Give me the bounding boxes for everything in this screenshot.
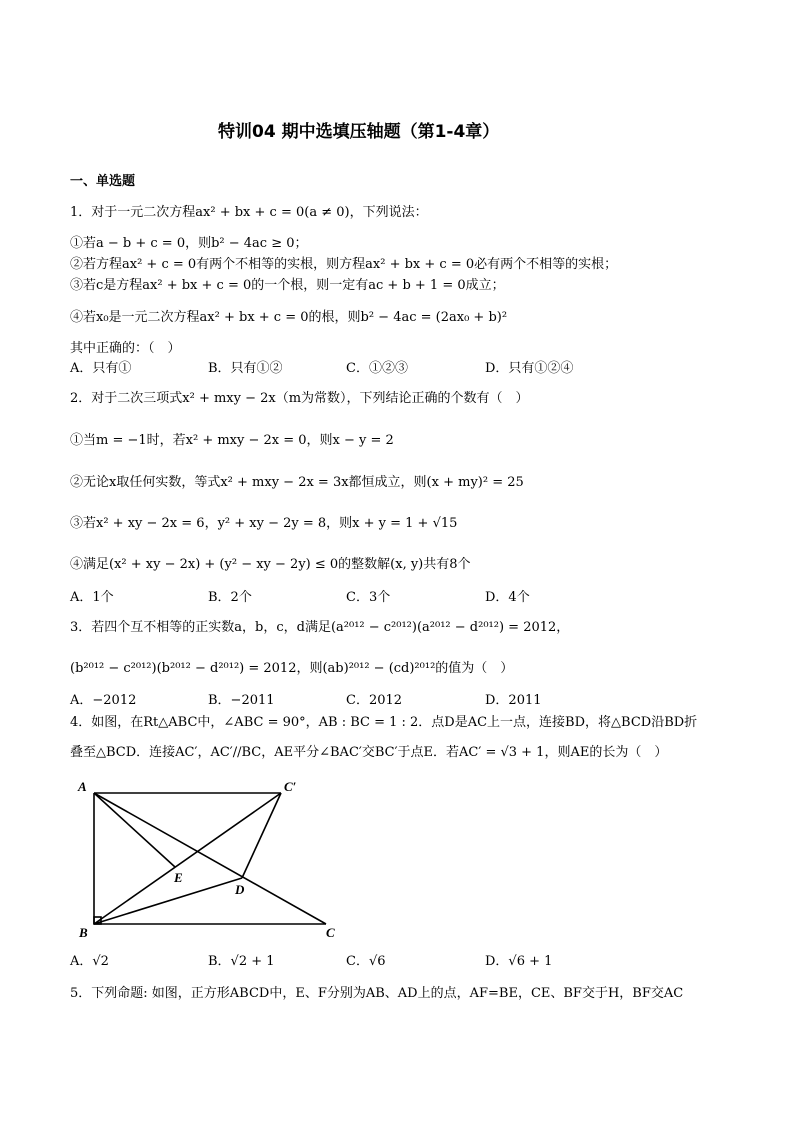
q1-ask: 其中正确的：（ ）: [70, 341, 181, 356]
q3-option-a: A．−2012: [70, 693, 137, 708]
segment-ac: [94, 793, 326, 924]
q1-option-b: B．只有①②: [208, 361, 283, 376]
q1-statement-4: ④若x₀是一元二次方程ax² + bx + c = 0的根，则b² − 4ac = (2ax₀ + b)²: [70, 310, 508, 325]
segment-bc-prime: [94, 793, 281, 924]
q1-option-a: A．只有①: [70, 361, 132, 376]
q3-stem: 3．若四个互不相等的正实数a，b，c，d满足(a²⁰¹² − c²⁰¹²)(a²⁰¹² − d²⁰¹²) = 2012，: [70, 620, 570, 635]
q2-option-b: B．2个: [208, 590, 252, 605]
q1-stem: 1．对于一元二次方程ax² + bx + c = 0(a ≠ 0)，下列说法：: [70, 205, 428, 220]
label-d: D: [235, 882, 245, 897]
q2-statement-4: ④满足(x² + xy − 2x) + (y² − xy − 2y) ≤ 0的整数解(x, y)共有8个: [70, 557, 471, 572]
segment-ae: [94, 793, 175, 867]
q1-option-c: C．①②③: [346, 361, 408, 376]
q1-statement-1: ①若a − b + c = 0，则b² − 4ac ≥ 0；: [70, 236, 308, 251]
label-a: A: [78, 779, 87, 794]
q3-line-2: (b²⁰¹² − c²⁰¹²)(b²⁰¹² − d²⁰¹²) = 2012，则(ab)²⁰¹² − (cd)²⁰¹²的值为（ ）: [70, 661, 514, 676]
q2-option-d: D．4个: [485, 590, 530, 605]
q3-option-c: C．2012: [346, 693, 403, 708]
label-c-prime: C′: [284, 779, 297, 794]
section-heading: 一、单选题: [70, 174, 136, 189]
q3-option-b: B．−2011: [208, 693, 275, 708]
q4-stem: 4．如图，在Rt△ABC中，∠ABC = 90°，AB : BC = 1 : 2．点D是AC上一点，连接BD，将△BCD沿BD折: [70, 715, 698, 730]
q5-stem: 5．下列命题: 如图，正方形ABCD中，E、F分别为AB、AD上的点，AF=BE，CE、BF交于H，BF交AC: [70, 986, 684, 1001]
q1-option-d: D．只有①②④: [485, 361, 574, 376]
label-c: C: [326, 925, 335, 940]
q2-option-a: A．1个: [70, 590, 114, 605]
q4-geometry-figure: [70, 772, 350, 944]
q3-option-d: D．2011: [485, 693, 542, 708]
q2-option-c: C．3个: [346, 590, 391, 605]
page-title: 特训04 期中选填压轴题（第1-4章）: [218, 122, 500, 142]
label-b: B: [79, 925, 88, 940]
q4-line-2: 叠至△BCD．连接AC′，AC′//BC，AE平分∠BAC′交BC′于点E．若AC′ = √3 + 1，则AE的长为（ ）: [70, 745, 668, 760]
q1-statement-3: ③若c是方程ax² + bx + c = 0的一个根，则一定有ac + b + 1 = 0成立；: [70, 278, 505, 293]
q2-statement-1: ①当m = −1时，若x² + mxy − 2x = 0，则x − y = 2: [70, 433, 394, 448]
q2-statement-3: ③若x² + xy − 2x = 6，y² + xy − 2y = 8，则x + y = 1 + √15: [70, 516, 458, 531]
segment-bd: [94, 878, 242, 924]
q2-statement-2: ②无论x取任何实数，等式x² + mxy − 2x = 3x都恒成立，则(x + my)² = 25: [70, 475, 524, 490]
q1-statement-2: ②若方程ax² + c = 0有两个不相等的实根，则方程ax² + bx + c = 0必有两个不相等的实根；: [70, 257, 618, 272]
q4-option-a: A．√2: [70, 954, 109, 969]
q4-option-c: C．√6: [346, 954, 386, 969]
q4-option-d: D．√6 + 1: [485, 954, 553, 969]
q2-stem: 2．对于二次三项式x² + mxy − 2x（m为常数），下列结论正确的个数有（ ）: [70, 391, 529, 406]
q4-option-b: B．√2 + 1: [208, 954, 275, 969]
label-e: E: [174, 870, 183, 885]
